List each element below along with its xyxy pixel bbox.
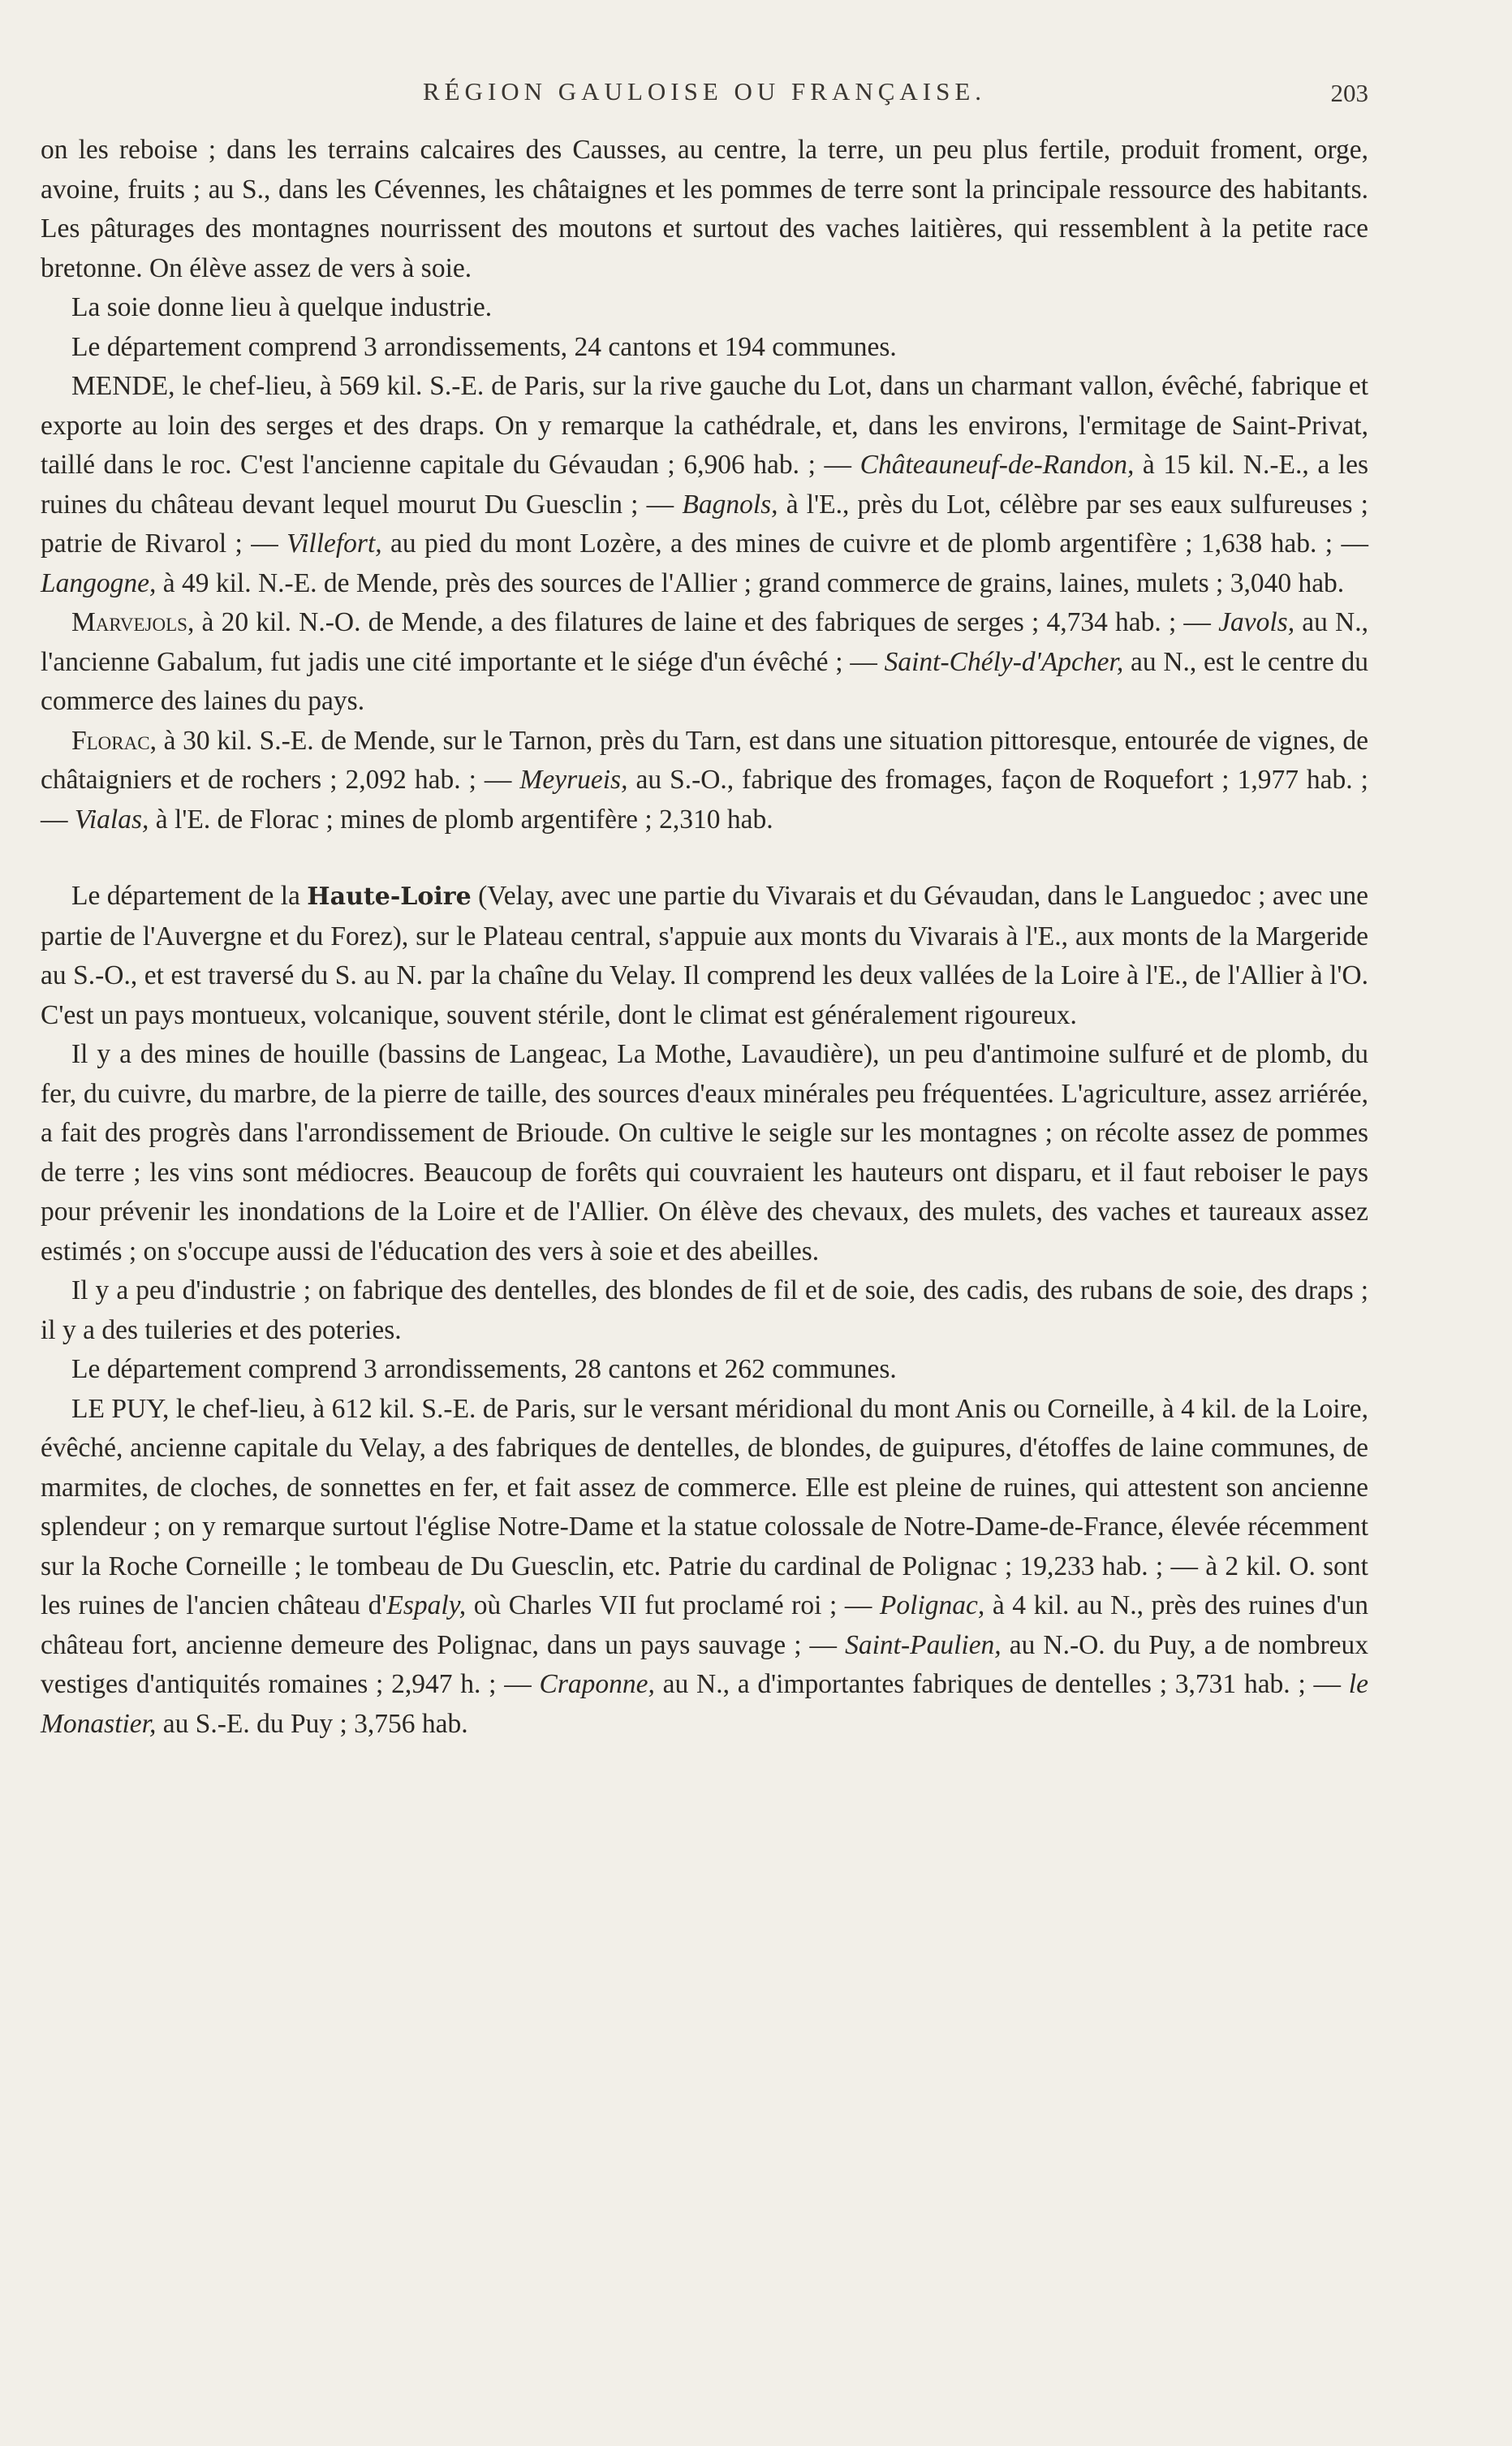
paragraph: La soie donne lieu à quelque industrie. — [71, 292, 493, 322]
text: à l'E. de Florac ; mines de plomb argentifère ; 2,310 hab. — [149, 804, 773, 835]
haute-loire-section — [41, 877, 1368, 1744]
text: où Charles VII fut proclamé roi ; — — [466, 1590, 880, 1620]
text: à 30 kil. S.-E. de Mende, sur le Tarnon, près du Tarn, est dans une situation pittoresque, entourée de vignes, de châtaigniers et de rochers ; 2,092 hab. ; — — [41, 725, 1368, 795]
paragraph: Il y a peu d'industrie ; on fabrique des dentelles, des blondes de fil et de soie, des cadis, des rubans de soie, des draps ; il y a des tuileries et des poteries. — [41, 1275, 1368, 1345]
paragraph-mende — [41, 367, 1368, 603]
place-name: Polignac, — [879, 1590, 985, 1620]
lozere-section — [41, 131, 1368, 839]
text: au N.-O. du Puy, a de nombreux vestiges d'antiquités romaines ; 2,947 h. ; — — [41, 1629, 1368, 1699]
text: à 4 kil. au N., près des ruines d'un château fort, ancienne demeure des Polignac, dans un pays sauvage ; — — [41, 1590, 1368, 1660]
text: à 20 kil. N.-O. de Mende, a des filatures de laine et des fabriques de serges ; 4,734 hab. ; — — [194, 607, 1219, 637]
text: à 15 kil. N.-E., a les ruines du château devant lequel mourut Du Guesclin ; — — [41, 450, 1368, 520]
paragraph-marvejols — [41, 603, 1368, 722]
place-name: Châteauneuf-de-Randon, — [859, 450, 1135, 480]
place-name: Saint-Chély-d'Apcher, — [884, 646, 1124, 677]
text: LE PUY, le chef-lieu, à 612 kil. S.-E. de Paris, sur le versant méridional du mont Anis ou Corneille, à 4 kil. de la Loire, évêché, ancienne capitale du Velay, a des fabriques de dentelles, de blondes, de guipures, d'étoffes de laine communes, de marmites, de cloches, de sonnettes en fer, et fait assez de commerce. Elle est pleine de ruines, qui attestent son ancienne splendeur ; on y remarque surtout l'église Notre-Dame et la statue colossale de Notre-Dame-de-France, élevée récemment sur la Roche Corneille ; le tombeau de Du Guesclin, etc. Patrie du cardinal de Polignac ; 19,233 hab. ; — à 2 kil. O. sont les ruines de l'ancien château d' — [41, 1393, 1368, 1620]
place-name: Meyrueis, — [519, 765, 628, 795]
paragraph: Le département comprend 3 arrondissements, 24 cantons et 194 communes. — [71, 331, 897, 362]
paragraph-intro — [41, 877, 1368, 1035]
text: à 49 kil. N.-E. de Mende, près des sources de l'Allier ; grand commerce de grains, laines, mulets ; 3,040 hab. — [156, 567, 1345, 598]
place-name: le Monastier, — [41, 1669, 1368, 1739]
department-name: Haute-Loire — [307, 882, 472, 911]
arrondissement-name: Florac, — [71, 725, 157, 756]
place-name: Villefort, — [286, 528, 382, 559]
text: au S.-E. du Puy ; 3,756 hab. — [156, 1708, 468, 1739]
place-name: Espaly, — [386, 1590, 467, 1620]
page-number: 203 — [1330, 79, 1368, 107]
paragraph-florac — [41, 722, 1368, 840]
place-name: Bagnols, — [682, 489, 778, 520]
running-title: RÉGION GAULOISE OU FRANÇAISE. — [422, 77, 987, 106]
paragraph: Il y a des mines de houille (bassins de Langeac, La Mothe, Lavaudière), un peu d'antimoine sulfuré et de plomb, du fer, du cuivre, du marbre, de la pierre de taille, des sources d'eaux minérales peu fréquentées. L'agriculture, assez arriérée, a fait des progrès dans l'arrondissement de Brioude. On cultive le seigle sur les montagnes ; on récolte assez de pommes de terre ; les vins sont médiocres. Beaucoup de forêts qui couvraient les hauteurs ont disparu, et il faut reboiser le pays pour prévenir les inondations de la Loire et de l'Allier. On élève des chevaux, des mulets, des vaches et taureaux assez estimés ; on s'occupe aussi de l'éducation des vers à soie et des abeilles. — [41, 1039, 1368, 1266]
place-name: Langogne, — [41, 567, 157, 598]
text: au S.-O., fabrique des fromages, façon de Roquefort ; 1,977 hab. ; — — [41, 765, 1368, 835]
section-gap — [41, 839, 1368, 877]
place-name: Saint-Paulien, — [845, 1629, 1002, 1660]
page — [41, 77, 1368, 1744]
place-name: Craponne, — [539, 1669, 655, 1699]
paragraph-le-puy — [41, 1390, 1368, 1745]
text: à l'E., près du Lot, célèbre par ses eaux sulfureuses ; patrie de Rivarol ; — — [41, 489, 1368, 559]
text: MENDE, le chef-lieu, à 569 kil. S.-E. de Paris, sur la rive gauche du Lot, dans un charmant vallon, évêché, fabrique et exporte au loin des serges et des draps. On y remarque la cathédrale, et, dans les environs, l'ermitage de Saint-Privat, taillé dans le roc. C'est l'ancienne capitale du Gévaudan ; 6,906 hab. ; — — [41, 371, 1368, 480]
arrondissement-name: Marvejols, — [71, 607, 195, 637]
text: au N., est le centre du commerce des laines du pays. — [41, 646, 1368, 716]
place-name: Vialas, — [74, 804, 149, 835]
page-header — [41, 77, 1368, 121]
text: au N., l'ancienne Gabalum, fut jadis une cité importante et le siége d'un évêché ; — — [41, 607, 1368, 677]
place-name: Javols, — [1218, 607, 1295, 637]
text: au pied du mont Lozère, a des mines de cuivre et de plomb argentifère ; 1,638 hab. ; — — [381, 528, 1368, 559]
paragraph: Le département comprend 3 arrondissements, 28 cantons et 262 communes. — [71, 1354, 897, 1384]
paragraph: on les reboise ; dans les terrains calcaires des Causses, au centre, la terre, un peu plus fertile, produit froment, orge, avoine, fruits ; au S., dans les Cévennes, les châtaignes et les pommes de terre sont la principale ressource des habitants. Les pâturages des montagnes nourrissent des moutons et surtout des vaches laitières, qui ressemblent à la petite race bretonne. On élève assez de vers à soie. — [41, 135, 1368, 283]
text: au N., a d'importantes fabriques de dentelles ; 3,731 hab. ; — — [654, 1669, 1349, 1699]
text: Le département de la — [71, 881, 308, 911]
text: (Velay, avec une partie du Vivarais et du Gévaudan, dans le Languedoc ; avec une partie de l'Auvergne et du Forez), sur le Plateau central, s'appuie aux monts du Vivarais à l'E., aux monts de la Margeride au S.-O., et est traversé du S. au N. par la chaîne du Velay. Il comprend les deux vallées de la Loire à l'E., de l'Allier à l'O. C'est un pays montueux, volcanique, souvent stérile, dont le climat est généralement rigoureux. — [41, 881, 1368, 1030]
